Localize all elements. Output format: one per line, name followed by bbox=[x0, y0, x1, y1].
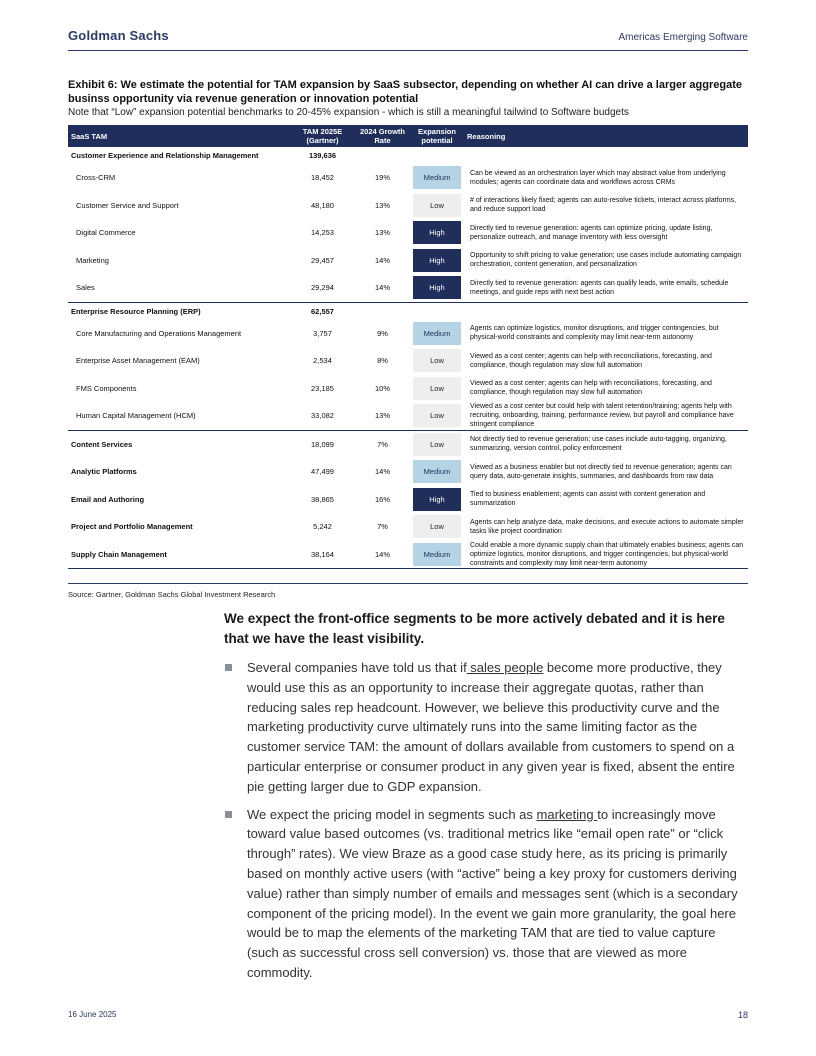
expansion-potential-badge: High bbox=[413, 488, 461, 511]
row-tam: 18,452 bbox=[311, 173, 334, 183]
expansion-potential-badge: Low bbox=[413, 404, 461, 427]
bullet-text: to increasingly move toward value based outcomes (vs. traditional metrics like “email open rate” or “click through” rates). We view Braze as a good case study here, as its pricing is primarily based on monthly active users (with “active” being a key proxy for customers deriving value) rather than simply number of emails and messages sent (which is a secondary component of the pricing model). In the event we gain more granularity, the goal here would be to map the elements of the marketing TAM that are tied to value capture (such as successful cross sell conversion) vs. those that are viewed as more commodity. bbox=[247, 806, 738, 980]
table-row bbox=[68, 247, 748, 275]
row-potential bbox=[410, 541, 464, 569]
exhibit-title: Exhibit 6: We estimate the potential for TAM expansion by SaaS subsector, depending on whether AI can drive a larger aggregate businss opportunity via revenue generation or innovation potential bbox=[68, 79, 743, 105]
row-growth: 13% bbox=[374, 200, 390, 210]
expansion-potential-badge: High bbox=[413, 249, 461, 272]
row-tam: 29,457 bbox=[311, 255, 334, 265]
row-reason: Opportunity to shift pricing to value generation; use cases include automating campaign orchestration, content generation, and personalization bbox=[470, 252, 742, 269]
row-name: Project and Portfolio Management bbox=[71, 522, 193, 532]
row-reason: Could enable a more dynamic supply chain that ultimately enables business; agents can optimize logistics, monitor disruptions, and trigger contingencies, but physical-world constraints and complexity may limit near-term autonomy bbox=[464, 541, 748, 569]
row-growth: 13% bbox=[374, 228, 390, 238]
row-growth: 10% bbox=[374, 383, 390, 393]
row-potential bbox=[410, 164, 464, 192]
row-growth bbox=[355, 302, 410, 320]
row-tam: 33,082 bbox=[311, 411, 334, 421]
row-growth: 19% bbox=[374, 173, 390, 183]
bullet-square-icon bbox=[225, 664, 232, 671]
expansion-potential-badge: Low bbox=[413, 377, 461, 400]
table-row bbox=[68, 458, 748, 486]
expansion-potential-badge: Medium bbox=[413, 543, 461, 566]
row-name: Human Capital Management (HCM) bbox=[76, 411, 196, 421]
row-potential bbox=[410, 219, 464, 247]
row-tam: 139,636 bbox=[308, 151, 337, 160]
expansion-potential-badge: Medium bbox=[413, 166, 461, 189]
brand-name: Goldman Sachs bbox=[68, 28, 169, 43]
row-growth: 13% bbox=[374, 411, 390, 421]
row-name: Enterprise Resource Planning (ERP) bbox=[68, 302, 290, 320]
row-potential bbox=[410, 302, 464, 320]
row-reason: Viewed as a cost center; agents can help with reconciliations, forecasting, and compliance, though regulation may slow full automation bbox=[470, 352, 712, 369]
exhibit-subtitle: Note that “Low” expansion potential benchmarks to 20-45% expansion - which is still a meaningful tailwind to Software budgets bbox=[68, 107, 629, 118]
bullet-text: Several companies have told us that if bbox=[247, 660, 467, 675]
row-name: FMS Components bbox=[76, 383, 137, 393]
row-tam: 62,557 bbox=[290, 302, 355, 320]
expansion-potential-badge: Low bbox=[413, 433, 461, 456]
bullet-text: We expect the pricing model in segments such as bbox=[247, 806, 537, 822]
row-reason: Viewed as a business enabler but not directly tied to revenue generation; agents can query data, auto-generate insights, summaries, and dashboards from raw data bbox=[470, 463, 732, 480]
row-name: Digital Commerce bbox=[76, 228, 136, 238]
row-name: Enterprise Asset Management (EAM) bbox=[76, 356, 200, 366]
row-potential bbox=[410, 347, 464, 375]
row-potential bbox=[410, 458, 464, 486]
expansion-potential-badge: High bbox=[413, 276, 461, 299]
marketing-link[interactable]: marketing bbox=[536, 806, 598, 822]
expansion-potential-badge: Medium bbox=[413, 460, 461, 483]
table-header-row bbox=[68, 125, 748, 147]
row-potential bbox=[410, 320, 464, 348]
table-row bbox=[68, 147, 748, 164]
row-potential bbox=[410, 192, 464, 220]
list-item bbox=[224, 658, 748, 797]
table-row bbox=[68, 347, 748, 375]
list-item bbox=[224, 805, 748, 983]
col-header-reasoning: Reasoning bbox=[464, 125, 748, 147]
row-potential bbox=[410, 513, 464, 541]
row-reason: # of interactions likely fixed; agents can auto-resolve tickets, interact across platforms, and reduce support load bbox=[470, 197, 737, 214]
row-reason: Viewed as a cost center; agents can help with reconciliations, forecasting, and compliance, though regulation may slow full automation bbox=[470, 380, 712, 397]
page-header bbox=[68, 28, 748, 50]
row-growth: 14% bbox=[374, 467, 390, 477]
row-name: Email and Authoring bbox=[71, 494, 145, 504]
row-tam: 47,499 bbox=[311, 467, 334, 477]
row-reason bbox=[464, 147, 748, 164]
row-growth: 7% bbox=[355, 430, 410, 458]
row-name: Content Services bbox=[68, 430, 290, 458]
row-tam: 38,164 bbox=[290, 541, 355, 569]
row-reason: Tied to business enablement; agents can assist with content generation and summarization bbox=[470, 491, 706, 508]
table-row bbox=[68, 274, 748, 302]
row-potential bbox=[410, 430, 464, 458]
col-header-saas-tam: SaaS TAM bbox=[68, 125, 290, 147]
row-tam: 14,253 bbox=[311, 228, 334, 238]
table-bottom-rule bbox=[68, 583, 748, 584]
row-name: Core Manufacturing and Operations Management bbox=[76, 328, 242, 338]
row-name: Sales bbox=[76, 283, 95, 293]
expansion-potential-badge: Low bbox=[413, 515, 461, 538]
section-name: Americas Emerging Software bbox=[618, 32, 748, 43]
header-rule bbox=[68, 50, 748, 51]
col-header-potential: Expansion potential bbox=[410, 125, 464, 147]
table-row bbox=[68, 375, 748, 403]
row-reason: Viewed as a cost center but could help with talent retention/training; agents help with recruiting, onboarding, training, performance review, but payroll and compliance have stringent compliance bbox=[470, 403, 734, 429]
row-reason: Directly tied to revenue generation: agents can optimize pricing, update listing, personalize outreach, and manage inventory with less oversight bbox=[470, 224, 713, 241]
row-tam: 23,185 bbox=[311, 383, 334, 393]
table-row bbox=[68, 164, 748, 192]
table-row bbox=[68, 513, 748, 541]
row-potential bbox=[410, 247, 464, 275]
page-number: 18 bbox=[737, 1010, 748, 1020]
source-note: Source: Gartner, Goldman Sachs Global Investment Research bbox=[68, 590, 276, 599]
row-growth: 7% bbox=[377, 522, 388, 532]
row-name: Cross-CRM bbox=[76, 173, 116, 183]
row-growth: 14% bbox=[374, 283, 390, 293]
row-growth: 9% bbox=[377, 328, 388, 338]
row-name: Marketing bbox=[76, 255, 109, 265]
table-body bbox=[68, 147, 748, 569]
table-row bbox=[68, 219, 748, 247]
bullet-list bbox=[224, 658, 748, 991]
table-row bbox=[68, 192, 748, 220]
row-reason: Can be viewed as an orchestration layer which may abstract value from underlying modules; agents can coordinate data and workflows across CRMs bbox=[470, 169, 726, 186]
table-row bbox=[68, 541, 748, 569]
row-reason: Agents can optimize logistics, monitor disruptions, and trigger contingencies, but physical-world constraints and complexity may limit near-term autonomy bbox=[470, 325, 719, 342]
row-growth: 14% bbox=[355, 541, 410, 569]
col-header-growth: 2024 Growth Rate bbox=[355, 125, 410, 147]
row-potential bbox=[410, 375, 464, 403]
row-tam: 29,294 bbox=[311, 283, 334, 293]
expansion-potential-badge: Low bbox=[413, 349, 461, 372]
row-name: Supply Chain Management bbox=[68, 541, 290, 569]
row-tam: 2,534 bbox=[313, 356, 332, 366]
bullet-text: become more productive, they would use this as an opportunity to increase their aggregate quotas, rather than reducing sales rep headcount. However, we believe this productivity curve and the marketing productivity curve ultimately runs into the same limiting factor as the customer service TAM: the amount of dollars available from customers to spend on a particular enterprise or consumer product in any given year is fixed, absent the entire pie getting larger due to GDP expansion. bbox=[247, 660, 735, 794]
row-potential bbox=[410, 274, 464, 302]
row-growth: 14% bbox=[374, 255, 390, 265]
row-growth bbox=[355, 147, 410, 164]
lead-paragraph: We expect the front-office segments to be more actively debated and it is here that we have the least visibility. bbox=[224, 611, 725, 646]
expansion-potential-badge: Medium bbox=[413, 322, 461, 345]
footer-date: 16 June 2025 bbox=[68, 1010, 117, 1019]
row-reason bbox=[464, 302, 748, 320]
row-name: Customer Experience and Relationship Management bbox=[71, 151, 259, 160]
row-tam: 48,180 bbox=[311, 200, 334, 210]
table-row bbox=[68, 402, 748, 430]
row-reason: Agents can help analyze data, make decisions, and execute actions to automate simpler tasks like project coordination bbox=[470, 518, 744, 535]
row-tam: 18,099 bbox=[290, 430, 355, 458]
row-name: Customer Service and Support bbox=[76, 200, 179, 210]
col-header-tam-2025e: TAM 2025E (Gartner) bbox=[290, 125, 355, 147]
row-growth: 16% bbox=[374, 494, 390, 504]
expansion-potential-badge: Low bbox=[413, 194, 461, 217]
row-potential bbox=[410, 147, 464, 164]
row-potential bbox=[410, 486, 464, 514]
table-row bbox=[68, 320, 748, 348]
row-potential bbox=[410, 402, 464, 430]
bullet-square-icon bbox=[225, 811, 232, 818]
table-row bbox=[68, 302, 748, 320]
row-tam: 38,865 bbox=[311, 494, 334, 504]
row-name: Analytic Platforms bbox=[71, 467, 137, 477]
row-tam: 5,242 bbox=[313, 522, 332, 532]
row-tam: 3,757 bbox=[313, 328, 332, 338]
expansion-potential-badge: High bbox=[413, 221, 461, 244]
table-row bbox=[68, 486, 748, 514]
row-growth: 8% bbox=[377, 356, 388, 366]
row-reason: Not directly tied to revenue generation; use cases include auto-tagging, organizing, summarizing, version control, policy enforcement bbox=[464, 430, 748, 458]
table-row bbox=[68, 430, 748, 458]
sales-people-link[interactable]: sales people bbox=[466, 660, 544, 675]
row-reason: Directly tied to revenue generation: agents can qualify leads, write emails, schedule meetings, and guide reps with next best action bbox=[470, 279, 729, 296]
saas-tam-table bbox=[68, 125, 748, 569]
